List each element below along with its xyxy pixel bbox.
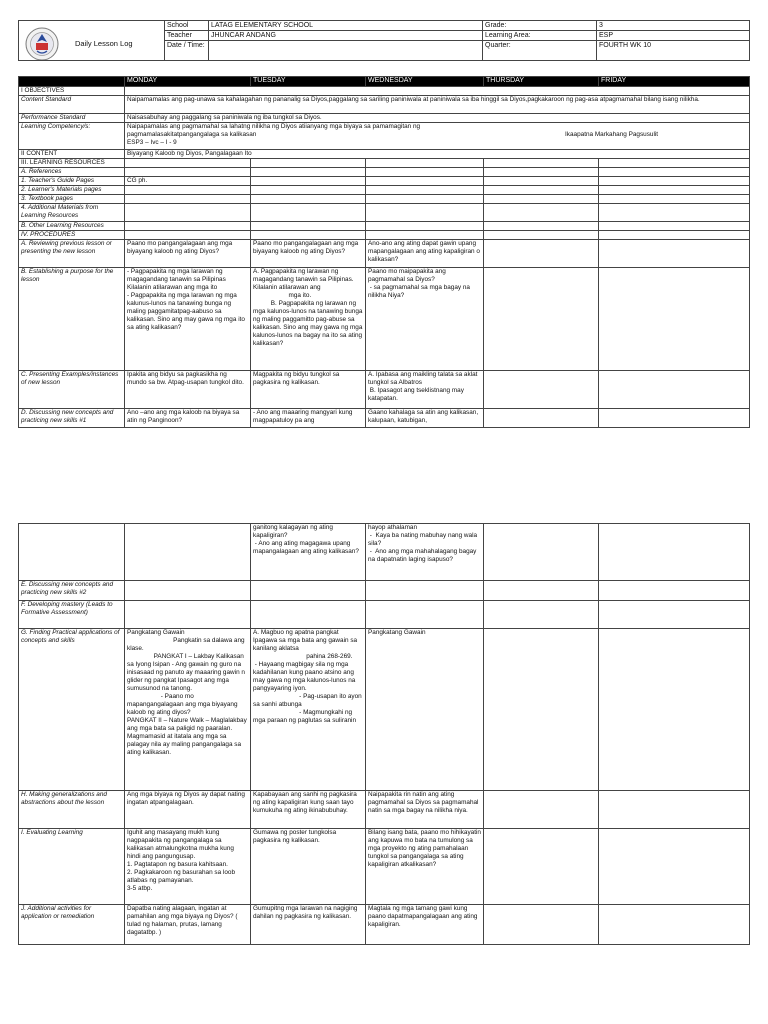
procedure-e-label: E. Discussing new concepts and practicing new skills #2 bbox=[19, 581, 125, 601]
header-info-table bbox=[18, 20, 750, 61]
procedure-j-label: J. Additional activities for application or remediation bbox=[19, 905, 125, 945]
additional-materials-label: 4. Additional Materials from Learning Resources bbox=[19, 204, 125, 222]
procedure-d-tuesday-cont: ganitong kalagayan ng ating kapaligiran? - Ano ang ating magagawa upang mapangalagaan ang ating kalikasan? bbox=[251, 524, 366, 581]
other-resources-label: B. Other Learning Resources bbox=[19, 222, 125, 231]
procedure-g-tuesday: A. Magbuo ng apatna pangkat Ipagawa sa mga bata ang gawain sa kanilang aklatsa pahina 268-269. - Hayaang magbigay sila ng mga kadahilanan kung paano atsino ang may gawa ng mga kalunos-lunos na pangyayaring iyon. - Pag-usapan ito ayon sa sanhi atbunga - Magmungkahi ng mga paraan ng paglutas sa suliranin bbox=[251, 629, 366, 791]
procedure-h-label: H. Making generalizations and abstractions about the lesson bbox=[19, 791, 125, 829]
learning-area-value: ESP bbox=[597, 31, 750, 41]
grade-value: 3 bbox=[597, 21, 750, 31]
procedure-d-label: D. Discussing new concepts and practicing new skills #1 bbox=[19, 409, 125, 428]
day-friday: FRIDAY bbox=[599, 77, 750, 87]
performance-standard-value: Naisasabuhay ang paggalang sa paniniwala ng iba tungkol sa Diyos. bbox=[125, 114, 750, 123]
day-monday: MONDAY bbox=[125, 77, 251, 87]
competency-cell bbox=[125, 123, 750, 150]
quarter-value: FOURTH WK 10 bbox=[597, 41, 750, 61]
procedure-c-wednesday: A. Ipabasa ang maikling talata sa aklat tungkol sa Albatros B. Ipasagot ang tseklistnang may katapatan. bbox=[366, 371, 484, 409]
procedure-b-wednesday: Paano mo maipapakita ang pagmamahal sa Diyos? - sa pagmamahal sa mga bagay na nilikha Niya? bbox=[366, 268, 484, 371]
day-thursday: THURSDAY bbox=[484, 77, 599, 87]
teacher-value: JHUNCAR ANDANG bbox=[209, 31, 483, 41]
procedure-b-tuesday: A. Pagpapakita ng larawan ng magagandang tanawin sa Pilipinas. Kilalanin atilarawan ang mga ito. B. Pagpapakita ng larawan ng mga kalunos-lunos na tanawing bunga ng maling paggamitto pag-abuse sa kalikasan. Sino ang may gawa ng mga kalunos-lunos na bagay na ito sa ating kalikasan? bbox=[251, 268, 366, 371]
date-time-label: Date / Time: bbox=[165, 41, 209, 61]
procedure-i-tuesday: Gumawa ng poster tungkolsa pagkasira ng kalikasan. bbox=[251, 829, 366, 905]
school-label: School bbox=[165, 21, 209, 31]
procedure-j-tuesday: Gumupitng mga larawan na nagiging dahilan ng pagkasira ng kalikasan. bbox=[251, 905, 366, 945]
date-time-value bbox=[209, 41, 483, 61]
procedure-g-monday: Pangkatang Gawain Pangkatin sa dalawa ang klase. PANGKAT I – Lakbay Kalikasan sa Iyong Isipan - Ang gawain ng guro na inisasaad ng panuto ay maaaring gawin n glider ng pangkat Ipasagot ang mga sumusunod na tanong. - Paano mo mapangangalagaan ang mga biyayang kaloob ng ating diyos? PANGKAT II – Nature Walk – Maglalakbay ang mga bata sa paligid ng paaralan. Magmamasid at itatala ang mga sa palagay nila ay maling pangangalaga sa ating kalikasan. bbox=[125, 629, 251, 791]
procedure-h-wednesday: Naipapakita rin natin ang ating pagmamahal sa Diyos sa pagmamahal natin sa mga bagay na nilikha niya. bbox=[366, 791, 484, 829]
procedure-a-tuesday: Paano mo pangangalagaan ang mga biyayang kaloob ng ating Diyos? bbox=[251, 240, 366, 268]
procedure-i-wednesday: Bilang isang bata, paano mo hihikayatin ang kapuwa mo bata na tumulong sa mga proyekto ng ating pamahalaan tungkol sa pangangalaga sa ating kapaligiran atkalikasan? bbox=[366, 829, 484, 905]
learning-area-label: Learning Area: bbox=[483, 31, 597, 41]
references-label: A. References bbox=[19, 168, 125, 177]
teachers-guide-label: 1. Teacher's Guide Pages bbox=[19, 177, 125, 186]
textbook-label: 3. Textbook pages bbox=[19, 195, 125, 204]
objectives-heading: I OBJECTIVES bbox=[19, 87, 125, 96]
content-value: Biyayang Kaloob ng Diyos, Pangalagaan Ito bbox=[125, 150, 750, 159]
procedure-i-monday: Iguhit ang masayang mukh kung nagpapakita ng pangangalaga sa kalikasan atmalungkotna mukha kung hindi ang pangungusap. 1. Pagtatapon ng basura kahitsaan. 2. Pagkakaroon ng basurahan sa loob atlabas ng pamayanan. 3-5 atbp. bbox=[125, 829, 251, 905]
procedure-i-label: I. Evaluating Learning bbox=[19, 829, 125, 905]
procedure-h-monday: Ang mga biyaya ng Diyos ay dapat nating ingatan atpangalagaan. bbox=[125, 791, 251, 829]
competency-label: Learning Competency/s: bbox=[19, 123, 125, 150]
lesson-log-table-part1 bbox=[18, 76, 750, 428]
procedures-heading: IV. PROCEDURES bbox=[19, 231, 125, 240]
competency-value: Naipapamalas ang pagmamahal sa lahatng nilikha ng Diyos atiianyang mga biyaya sa pamamagitan ng pagmamalasakitatpangangalaga sa kalikasan bbox=[127, 123, 421, 138]
day-tuesday: TUESDAY bbox=[251, 77, 366, 87]
school-value: LATAG ELEMENTARY SCHOOL bbox=[209, 21, 483, 31]
procedure-c-label: C. Presenting Examples/instances of new lesson bbox=[19, 371, 125, 409]
procedure-g-wednesday: Pangkatang Gawain bbox=[366, 629, 484, 791]
competency-code: ESP3 – Ivc – I - 9 bbox=[127, 139, 177, 146]
procedure-j-monday: Dapatba nating alagaan, ingatan at pamahilan ang mga biyaya ng Diyos? ( tulad ng halaman, prutas, lamang dagatatbp. ) bbox=[125, 905, 251, 945]
learners-materials-label: 2. Learner's Materials pages bbox=[19, 186, 125, 195]
content-standard-value: Naipamamalas ang pag-unawa sa kahalagahan ng pananalig sa Diyos,paggalang sa sariling paniniwala at paniniwala sa iba hinggil sa Diyos,pagkakaroon ng pag-asa atpagmamahal bilang isang nilikha. bbox=[125, 96, 750, 114]
quarter-exam-note: Ikaapatna Markahang Pagsusulit bbox=[565, 131, 659, 138]
quarter-label: Quarter: bbox=[483, 41, 597, 61]
procedure-d-monday: Ano –ano ang mga kaloob na biyaya sa atin ng Panginoon? bbox=[125, 409, 251, 428]
lesson-log-table-part2 bbox=[18, 523, 750, 945]
teachers-guide-value: CG ph. bbox=[125, 177, 251, 186]
procedure-d-wednesday: Gaano kahalaga sa atin ang kalikasan, kalupaan, katubigan, bbox=[366, 409, 484, 428]
procedure-a-label: A. Reviewing previous lesson or presenting the new lesson bbox=[19, 240, 125, 268]
procedure-a-monday: Paano mo pangangalagaan ang mga biyayang kaloob ng ating Diyos? bbox=[125, 240, 251, 268]
resources-heading: III. LEARNING RESOURCES bbox=[19, 159, 125, 168]
procedure-d-wednesday-cont: hayop athalaman - Kaya ba nating mabuhay nang wala sila? - Ano ang mga mahahalagang bagay na dapatnatin laging isapuso? bbox=[366, 524, 484, 581]
procedure-j-wednesday: Magtala ng mga tamang gawi kung paano dapatmapangalagaan ang ating kapaligiran. bbox=[366, 905, 484, 945]
procedure-b-label: B. Establishing a purpose for the lesson bbox=[19, 268, 125, 371]
content-standard-label: Content Standard bbox=[19, 96, 125, 114]
procedure-c-tuesday: Magpakita ng bidyu tungkol sa pagkasira ng kalikasan. bbox=[251, 371, 366, 409]
procedure-b-monday: - Pagpapakita ng mga larawan ng magagandang tanawin sa Pilipinas Kilalanin atilarawan ang mga ito - Pagpapakita ng mga larawan ng mga kalunus-lunos na tanawing bunga ng maling paggamitatpag-aabuso sa kalikasan. Sino ang may gawa ng mga ito sa ating kalikasan? bbox=[125, 268, 251, 371]
teacher-label: Teacher bbox=[165, 31, 209, 41]
document-title: Daily Lesson Log bbox=[75, 39, 133, 48]
content-heading: II CONTENT bbox=[19, 150, 125, 159]
procedure-g-label: G. Finding Practical applications of concepts and skills bbox=[19, 629, 125, 791]
day-wednesday: WEDNESDAY bbox=[366, 77, 484, 87]
performance-standard-label: Performance Standard bbox=[19, 114, 125, 123]
procedure-c-monday: Ipakita ang bidyu sa pagkasikha ng mundo sa bw. Atpag-usapan tungkol dito. bbox=[125, 371, 251, 409]
procedure-d-tuesday: - Ano ang maaaring mangyari kung magpapatuloy pa ang bbox=[251, 409, 366, 428]
grade-label: Grade: bbox=[483, 21, 597, 31]
procedure-f-label: F. Developing mastery (Leads to Formative Assessment) bbox=[19, 601, 125, 629]
procedure-a-wednesday: Ano-ano ang ating dapat gawin upang mapangalagaan ang ating kapaligiran o kalikasan? bbox=[366, 240, 484, 268]
procedure-h-tuesday: Kapabayaan ang sanhi ng pagkasira ng ating kapaligiran kung saan tayo kumukuha ng ating ikinabubuhay. bbox=[251, 791, 366, 829]
